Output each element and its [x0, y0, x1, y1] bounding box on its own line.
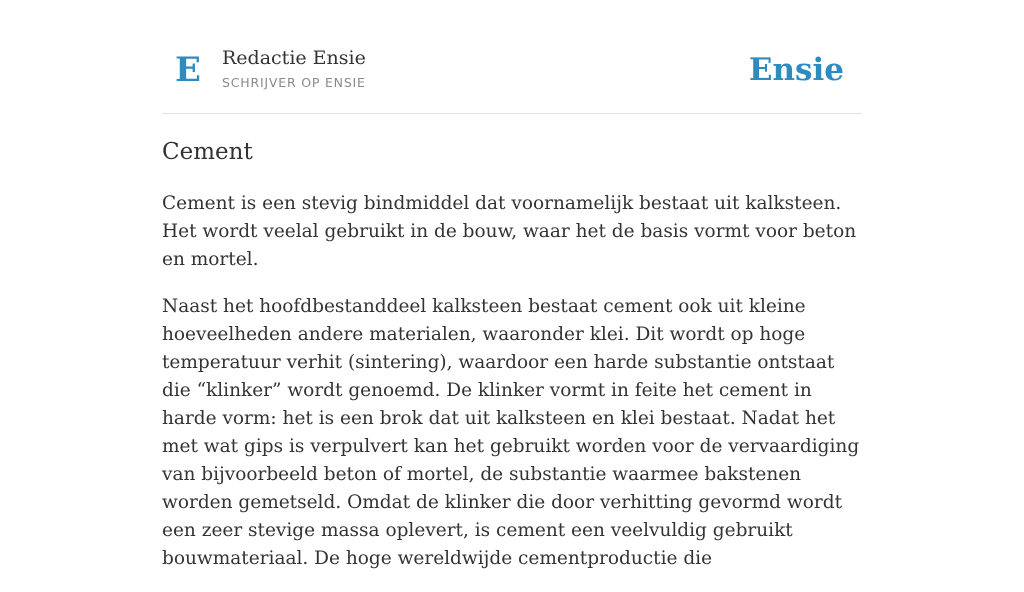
article-body: [162, 190, 862, 592]
brand-logo[interactable]: Ensie: [748, 52, 844, 88]
author-role: SCHRIJVER OP ENSIE: [222, 75, 366, 90]
author-logo[interactable]: E: [175, 50, 201, 90]
author-name[interactable]: Redactie Ensie: [222, 47, 366, 69]
article-header: [162, 0, 862, 114]
article-title: Cement: [162, 139, 253, 165]
article-card: [162, 0, 862, 569]
article-paragraph-2: Naast het hoofdbestanddeel kalksteen bestaat cement ook uit kleine hoeveelheden andere materialen, waaronder klei. Dit wordt op hoge temperatuur verhit (sintering), waardoor een harde substantie ontstaat die “klinker” wordt genoemd. De klinker vormt in feite het cement in harde vorm: het is een brok dat uit kalksteen en klei bestaat. Nadat het met wat gips is verpulvert kan het gebruikt worden voor de vervaardiging van bijvoorbeeld beton of mortel, de substantie waarmee bakstenen worden gemetseld. Omdat de klinker die door verhitting gevormd wordt een zeer stevige massa oplevert, is cement een veelvuldig gebruikt bouwmateriaal. De hoge wereldwijde cementproductie die: [162, 296, 860, 569]
article-paragraph-1: Cement is een stevig bindmiddel dat voornamelijk bestaat uit kalksteen. Het wordt veelal gebruikt in de bouw, waar het de basis vormt voor beton en mortel.: [162, 193, 857, 270]
